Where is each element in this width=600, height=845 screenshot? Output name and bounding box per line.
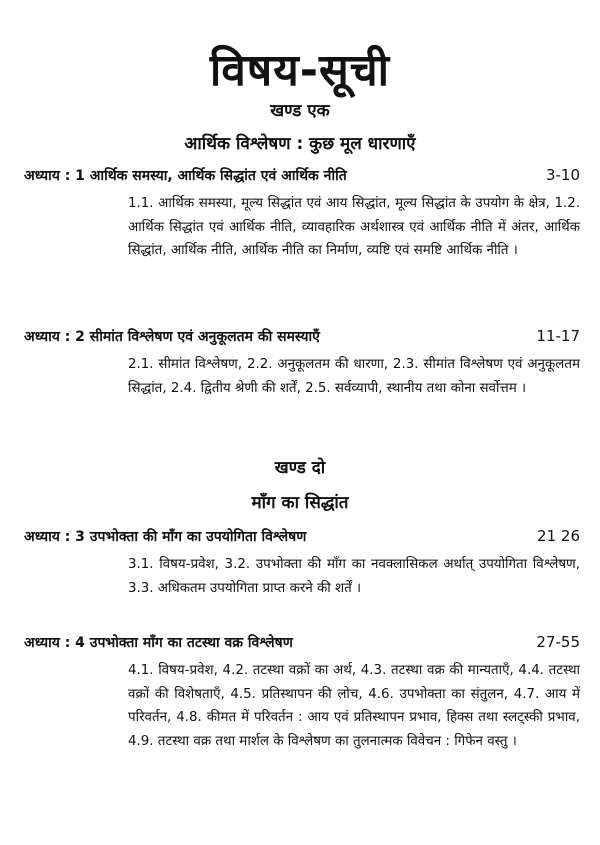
chapter-1-description: 1.1. आर्थिक समस्या, मूल्य सिद्धांत एवं आय सिद्धांत, मूल्य सिद्धांत के उपयोग के क्षेत्र, 1.2. आर्थिक सिद्धांत एवं आर्थिक नीति, व्यावहारिक अर्थशास्त्र एवं आर्थिक नीति में अंतर, आर्थिक सिद्धांत, आर्थिक नीति, आर्थिक नीति का निर्माण, व्यष्टि एवं समष्टि आर्थिक नीति । (128, 196, 580, 258)
chapter-1-label: अध्याय : 1 आर्थिक समस्या, आर्थिक सिद्धांत एवं आर्थिक नीति (24, 168, 347, 184)
chapter-3-label: अध्याय : 3 उपभोक्ता की माँग का उपयोगिता विश्लेषण (24, 529, 307, 545)
part-2-heading: खण्ड दो (274, 458, 326, 478)
chapter-4-pages: 27-55 (536, 633, 580, 651)
chapter-2 (24, 327, 580, 400)
chapter-4-label: अध्याय : 4 उपभोक्ता माँग का तटस्था वक्र विश्लेषण (24, 635, 293, 651)
chapter-4-description: 4.1. विषय-प्रवेश, 4.2. तटस्था वक्रों का अर्थ, 4.3. तटस्था वक्र की मान्यताएँ, 4.4. तटस्था वक्रों की विशेषताएँ, 4.5. प्रतिस्थापन की लोच, 4.6. उपभोक्ता का संतुलन, 4.7. आय में परिवर्तन, 4.8. कीमत में परिवर्तन : आय एवं प्रतिस्थापन प्रभाव, हिक्स तथा स्लट्स्की प्रभाव, 4.9. तटस्था वक्र तथा मार्शल के विश्लेषण का तुलनात्मक विवेचन : गिफेन वस्तु । (128, 663, 580, 749)
chapter-1-pages: 3-10 (545, 166, 580, 184)
chapter-1 (24, 166, 580, 263)
chapter-2-description: 2.1. सीमांत विश्लेषण, 2.2. अनुकूलतम की धारणा, 2.3. सीमांत विश्लेषण एवं अनुकूलतम सिद्धांत, 2.4. द्वितीय श्रेणी की शर्तें, 2.5. सर्वव्यापी, स्थानीय तथा कोना सर्वोत्तम । (128, 357, 580, 396)
chapter-2-pages: 11-17 (536, 327, 580, 345)
part-1-heading: खण्ड एक (270, 101, 330, 121)
chapter-2-label: अध्याय : 2 सीमांत विश्लेषण एवं अनुकूलतम की समस्याएँ (24, 329, 320, 345)
part-1-title: आर्थिक विश्लेषण : कुछ मूल धारणाएँ (184, 134, 416, 154)
chapter-3 (24, 527, 580, 600)
chapter-3-description: 3.1. विषय-प्रवेश, 3.2. उपभोक्ता की माँग का नवक्लासिकल अर्थात् उपयोगिता विश्लेषण, 3.3. अधिकतम उपयोगिता प्राप्त करने की शर्तें । (128, 557, 580, 596)
chapter-4 (24, 633, 580, 753)
chapter-3-pages: 21 26 (537, 527, 580, 545)
part-2-title: माँग का सिद्धांत (251, 493, 349, 513)
page-title: विषय-सूची (209, 45, 391, 96)
